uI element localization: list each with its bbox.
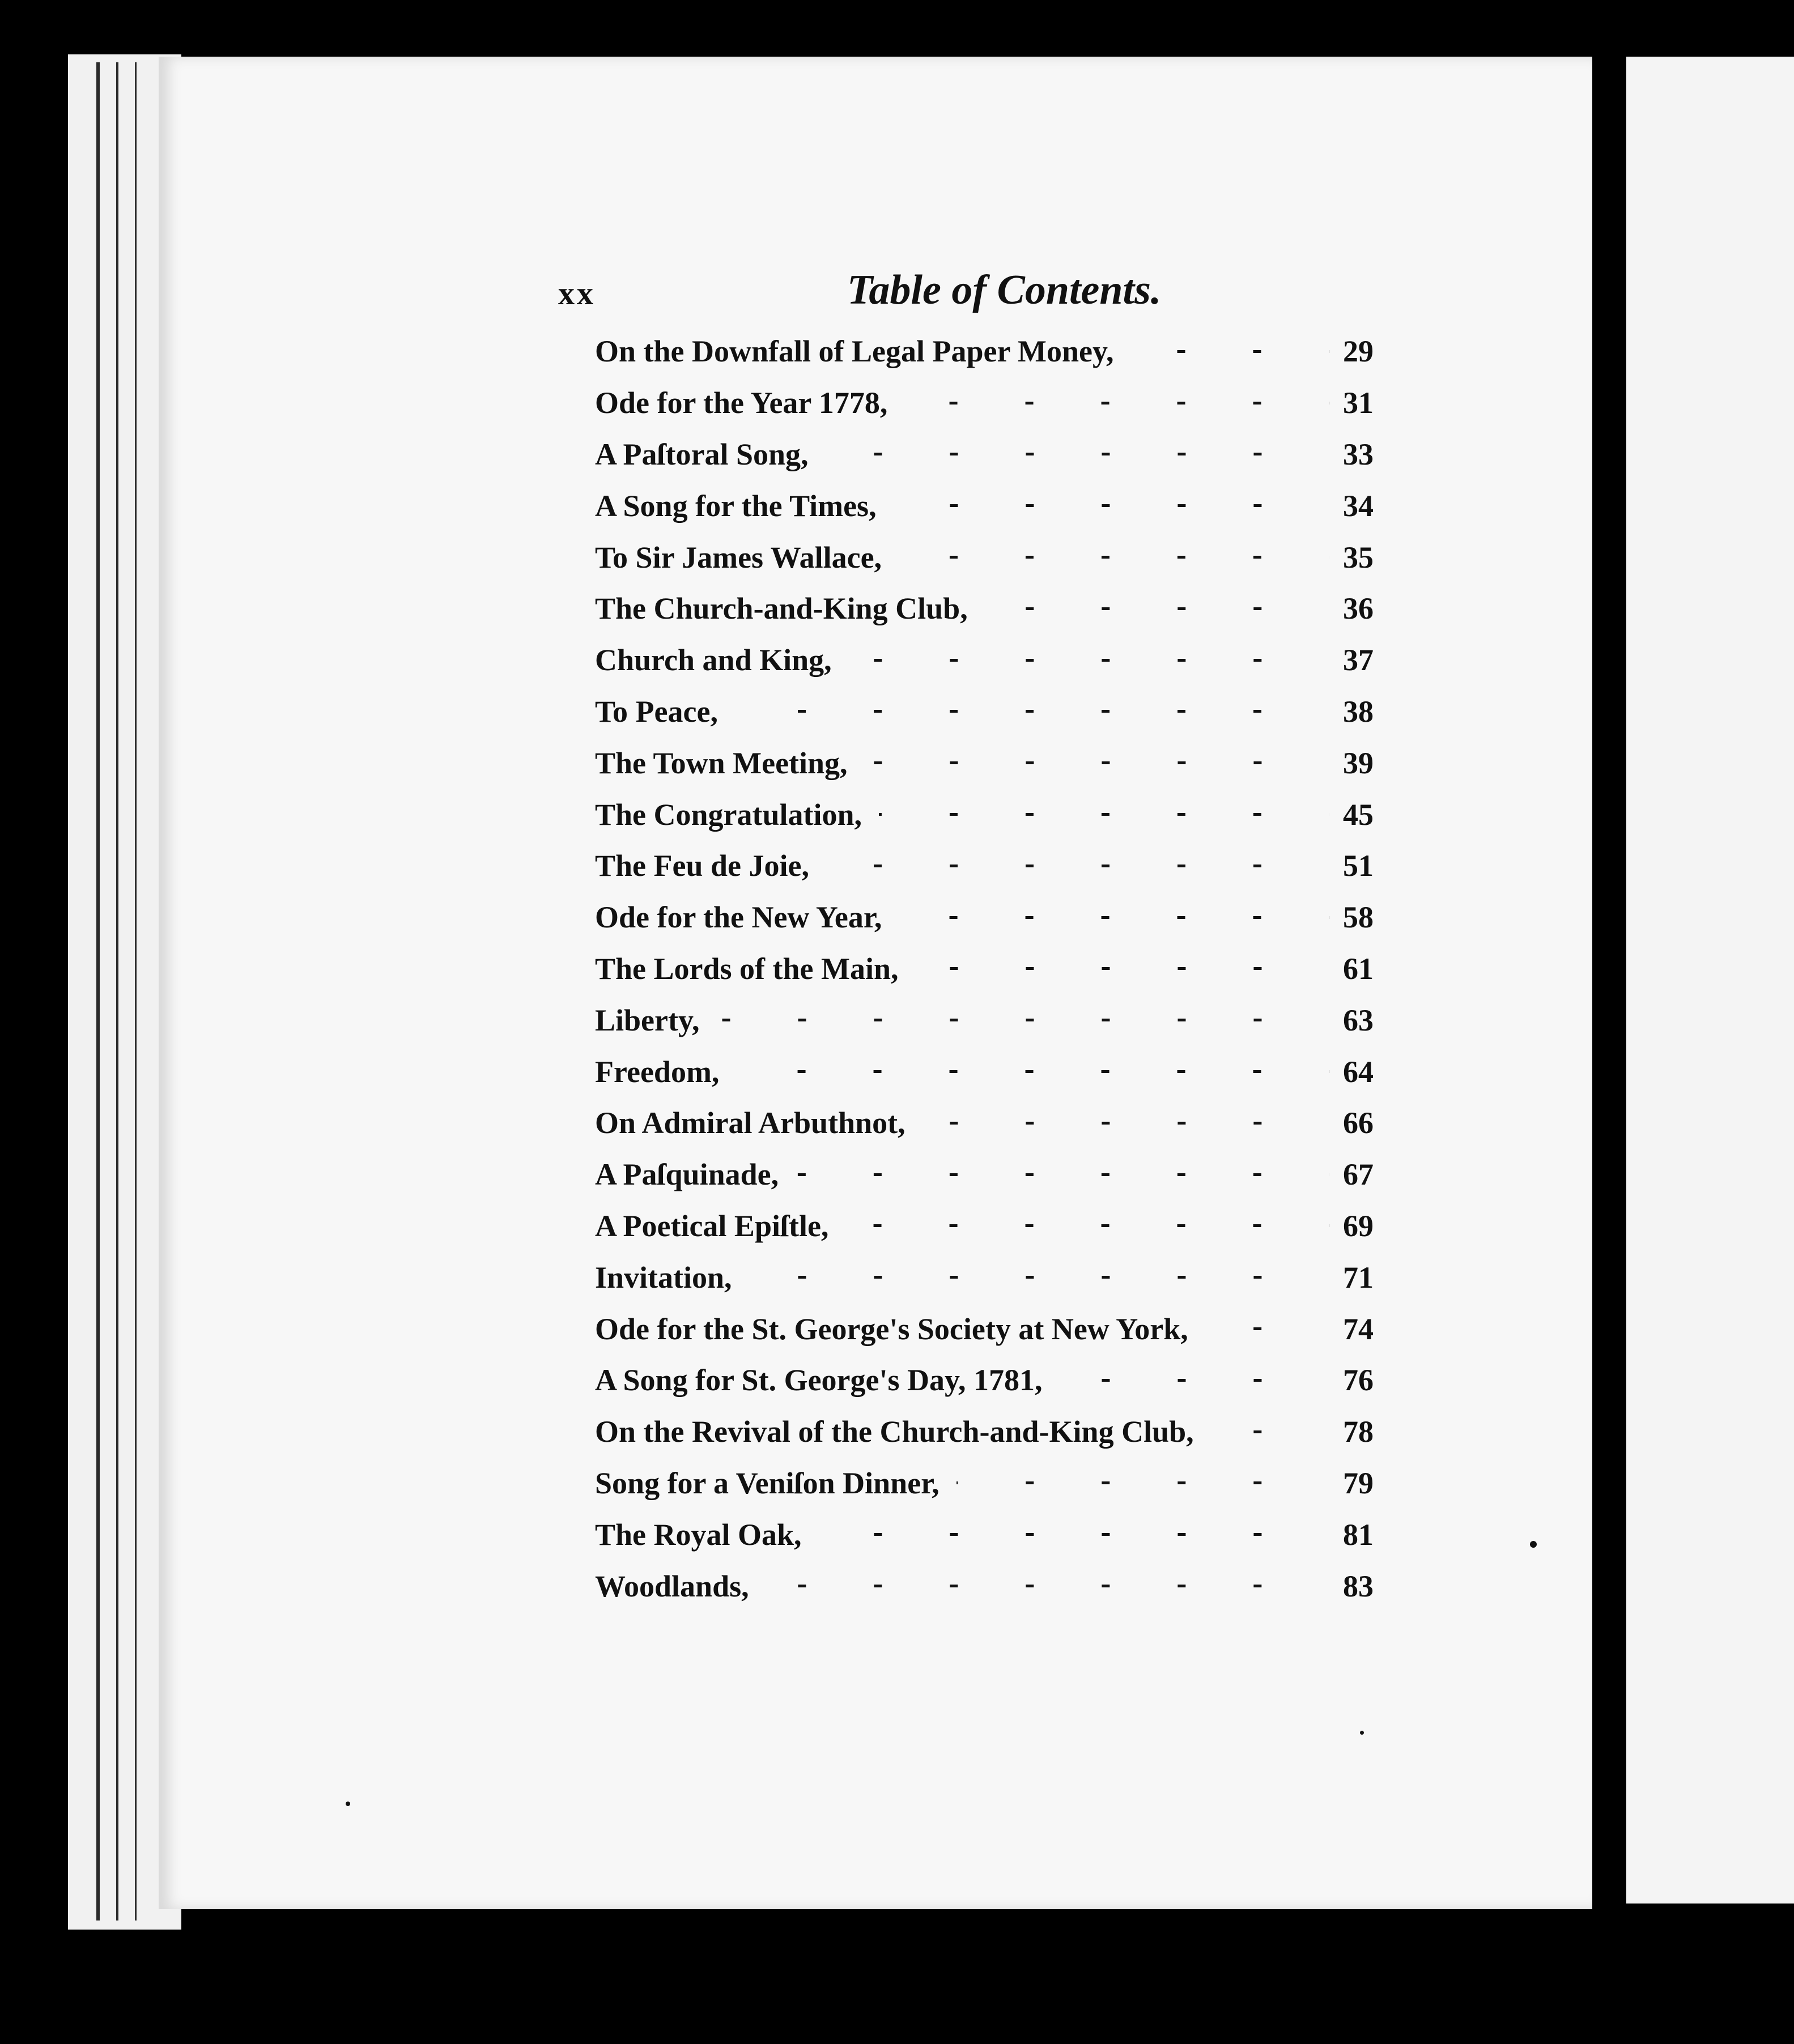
toc-entry bbox=[595, 1458, 1388, 1509]
dot-leader bbox=[879, 798, 1329, 832]
toc-entry bbox=[595, 1046, 1388, 1097]
toc-entry bbox=[595, 326, 1388, 377]
toc-entry-title: Invitation, bbox=[595, 1260, 732, 1294]
page-edge-line bbox=[135, 62, 137, 1920]
toc-entry bbox=[595, 429, 1388, 480]
dot-leader bbox=[826, 849, 1329, 883]
dot-leader bbox=[916, 952, 1329, 986]
print-speck bbox=[1530, 1541, 1537, 1548]
toc-entry-page: 58 bbox=[1343, 900, 1374, 935]
toc-entry-page: 34 bbox=[1343, 488, 1374, 523]
toc-entry bbox=[595, 1406, 1388, 1458]
toc-entry-title: The Feu de Joie, bbox=[595, 849, 809, 883]
toc-entry-page: 29 bbox=[1343, 334, 1374, 369]
dot-leader bbox=[985, 591, 1329, 625]
toc-entry-page: 69 bbox=[1343, 1208, 1374, 1243]
toc-entry-title: Freedom, bbox=[595, 1054, 720, 1089]
toc-entry-page: 71 bbox=[1343, 1260, 1374, 1294]
toc-entry-page: 76 bbox=[1343, 1363, 1374, 1398]
toc-entry-title: On the Revival of the Church-and-King Club, bbox=[595, 1415, 1194, 1449]
toc-entry-title: The Lords of the Main, bbox=[595, 951, 899, 986]
toc-entry-page: 67 bbox=[1343, 1157, 1374, 1192]
toc-entry bbox=[595, 583, 1388, 635]
print-speck bbox=[346, 1802, 350, 1806]
page-number: xx bbox=[558, 275, 596, 312]
toc-entry-title: A Poetical Epiſtle, bbox=[595, 1208, 829, 1243]
toc-entry bbox=[595, 892, 1388, 943]
toc-entry-page: 78 bbox=[1343, 1415, 1374, 1449]
toc-entry-title: A Paſquinade, bbox=[595, 1157, 779, 1192]
toc-entry bbox=[595, 943, 1388, 995]
toc-entry-page: 81 bbox=[1343, 1517, 1374, 1552]
dot-leader bbox=[956, 1466, 1329, 1500]
toc-entry-page: 45 bbox=[1343, 797, 1374, 832]
toc-entry-page: 33 bbox=[1343, 437, 1374, 471]
toc-entry bbox=[595, 1200, 1388, 1252]
toc-entry bbox=[595, 1097, 1388, 1149]
toc-entry-title: On Admiral Arbuthnot, bbox=[595, 1106, 905, 1140]
toc-entry-title: The Town Meeting, bbox=[595, 746, 848, 780]
toc-entry-page: 79 bbox=[1343, 1466, 1374, 1500]
dot-leader bbox=[717, 1003, 1330, 1037]
dot-leader bbox=[796, 1157, 1329, 1191]
toc-entry-title: On the Downfall of Legal Paper Money, bbox=[595, 334, 1114, 369]
page-header bbox=[558, 266, 1162, 323]
toc-entry bbox=[595, 377, 1388, 429]
toc-entry-title: Song for a Veniſon Dinner, bbox=[595, 1466, 939, 1500]
toc-entry-page: 39 bbox=[1343, 746, 1374, 780]
toc-entry bbox=[595, 840, 1388, 892]
toc-entry-title: The Congratulation, bbox=[595, 797, 862, 832]
toc-entry bbox=[595, 1560, 1388, 1612]
toc-entry bbox=[595, 1149, 1388, 1200]
running-title: Table of Contents. bbox=[847, 267, 1162, 313]
toc-entry-title: Woodlands, bbox=[595, 1569, 749, 1603]
dot-leader bbox=[845, 1209, 1329, 1243]
toc-entry-title: Ode for the St. George's Society at New York, bbox=[595, 1311, 1188, 1346]
dot-leader bbox=[826, 437, 1329, 471]
toc-entry-title: Ode for the New Year, bbox=[595, 900, 882, 935]
toc-entry-page: 63 bbox=[1343, 1003, 1374, 1037]
toc-entry-page: 51 bbox=[1343, 849, 1374, 883]
toc-entry bbox=[595, 994, 1388, 1046]
toc-entry-page: 74 bbox=[1343, 1311, 1374, 1346]
dot-leader bbox=[922, 1106, 1329, 1140]
dot-leader bbox=[1060, 1363, 1329, 1397]
dot-leader bbox=[849, 643, 1329, 677]
page-edge-line bbox=[96, 62, 100, 1920]
toc-entry-title: To Peace, bbox=[595, 694, 718, 729]
dot-leader bbox=[899, 540, 1329, 574]
book-gutter bbox=[1592, 51, 1626, 1926]
dot-leader bbox=[1205, 1312, 1329, 1346]
dot-leader bbox=[749, 1261, 1329, 1294]
toc-entry-title: To Sir James Wallace, bbox=[595, 540, 882, 574]
page-edge-line bbox=[116, 62, 118, 1920]
toc-entry-title: Church and King, bbox=[595, 643, 832, 678]
dot-leader bbox=[899, 900, 1329, 934]
toc-entry-title: Liberty, bbox=[595, 1003, 700, 1037]
toc-entry bbox=[595, 1355, 1388, 1406]
dot-leader bbox=[735, 695, 1329, 729]
dot-leader bbox=[736, 1055, 1329, 1089]
dot-leader bbox=[1211, 1415, 1329, 1449]
toc-entry-title: A Paſtoral Song, bbox=[595, 437, 809, 471]
dot-leader bbox=[819, 1518, 1329, 1552]
toc-entry-title: Ode for the Year 1778, bbox=[595, 386, 888, 420]
toc-entry-page: 83 bbox=[1343, 1569, 1374, 1603]
toc-entry-page: 66 bbox=[1343, 1106, 1374, 1140]
print-speck bbox=[1360, 1731, 1364, 1735]
dot-leader bbox=[894, 489, 1329, 523]
toc-entry bbox=[595, 480, 1388, 531]
toc-entry-page: 35 bbox=[1343, 540, 1374, 574]
dot-leader bbox=[865, 746, 1329, 780]
toc-entry-title: A Song for St. George's Day, 1781, bbox=[595, 1363, 1043, 1398]
toc-entry bbox=[595, 737, 1388, 789]
dot-leader bbox=[1130, 334, 1329, 368]
toc-entry-title: The Royal Oak, bbox=[595, 1517, 802, 1552]
toc-entry bbox=[595, 789, 1388, 840]
toc-entry-title: The Church-and-King Club, bbox=[595, 591, 968, 626]
dot-leader bbox=[904, 386, 1329, 420]
toc-entry bbox=[595, 1251, 1388, 1303]
toc-entry-page: 61 bbox=[1343, 951, 1374, 986]
toc-entry-page: 31 bbox=[1343, 386, 1374, 420]
toc-entry-page: 36 bbox=[1343, 591, 1374, 626]
toc-entry bbox=[595, 686, 1388, 738]
toc-entry bbox=[595, 635, 1388, 686]
toc-entry-page: 64 bbox=[1343, 1054, 1374, 1089]
dot-leader bbox=[766, 1569, 1329, 1603]
toc-entry bbox=[595, 1509, 1388, 1560]
toc-entry bbox=[595, 1303, 1388, 1355]
table-of-contents bbox=[595, 326, 1388, 1612]
facing-page-edge bbox=[1626, 57, 1794, 1904]
toc-entry bbox=[595, 531, 1388, 583]
toc-entry-page: 38 bbox=[1343, 694, 1374, 729]
toc-entry-page: 37 bbox=[1343, 643, 1374, 678]
toc-entry-title: A Song for the Times, bbox=[595, 488, 877, 523]
